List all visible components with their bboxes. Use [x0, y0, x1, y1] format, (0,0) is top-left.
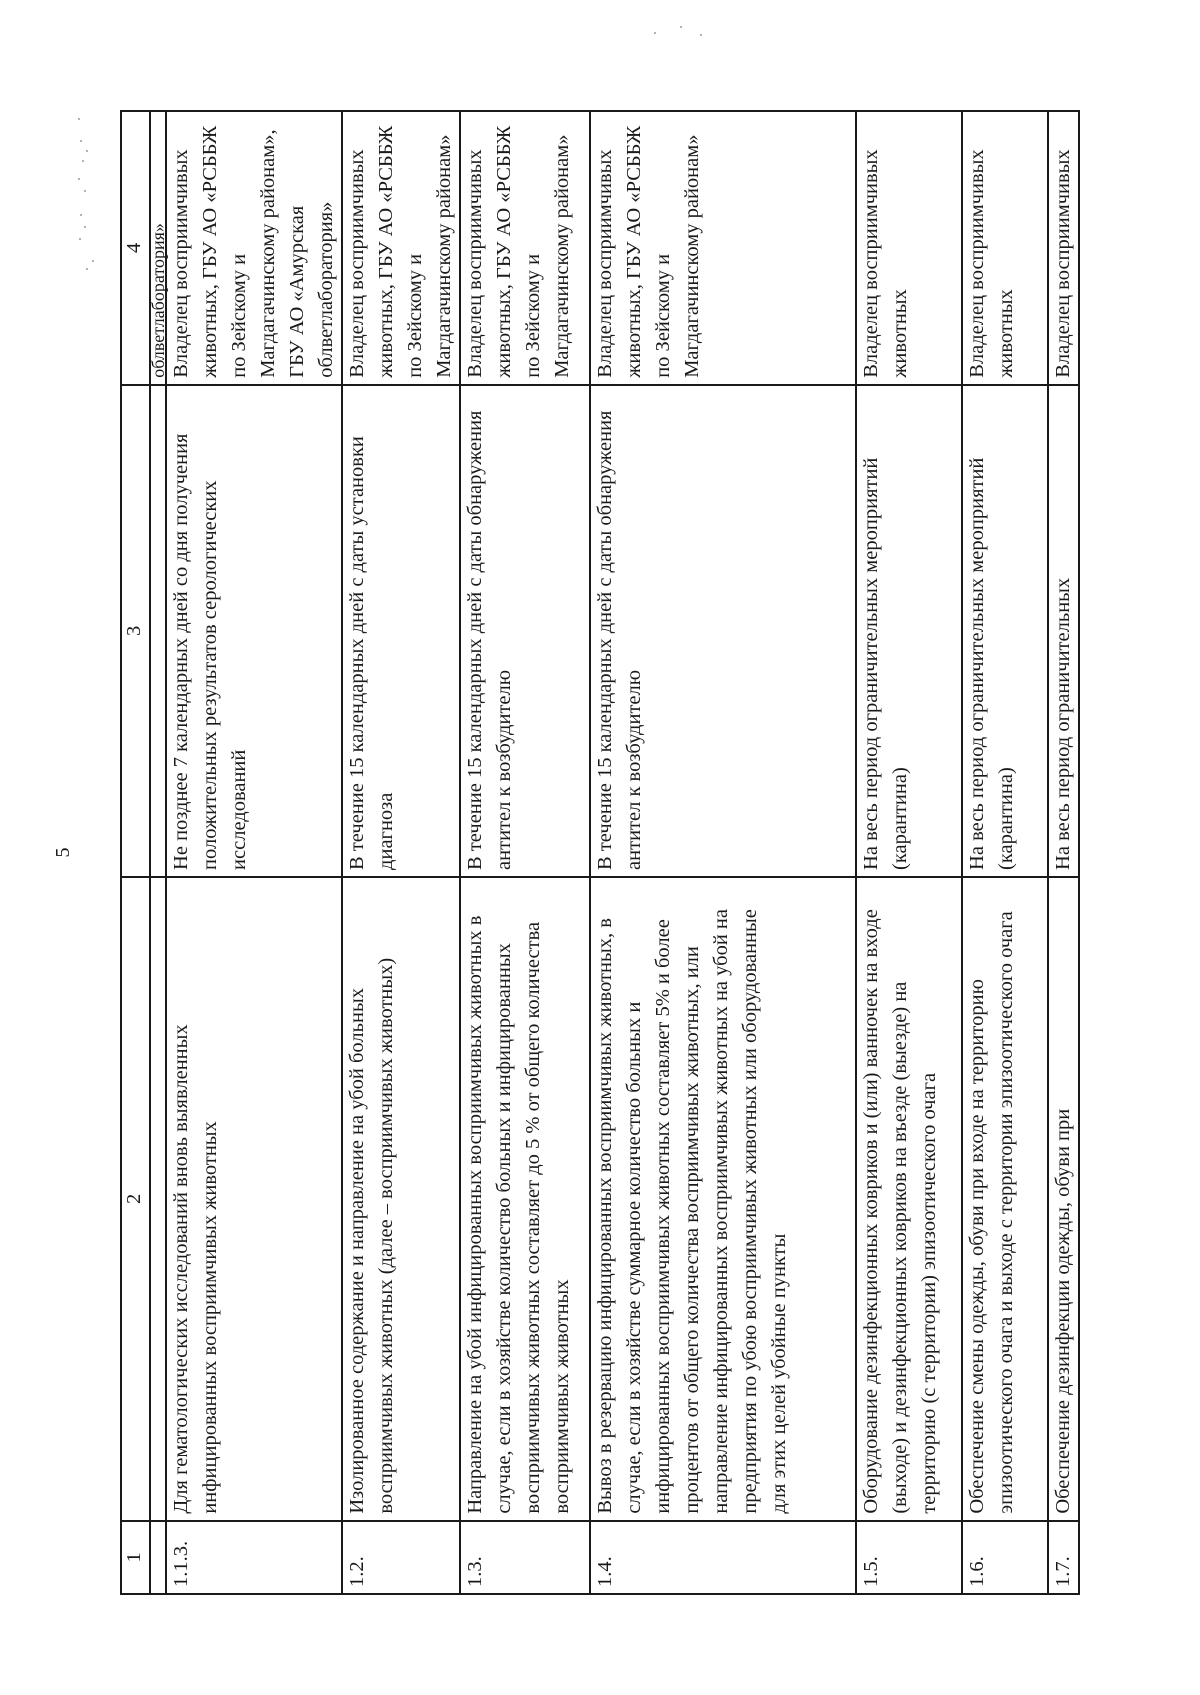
- responsible-cell: Владелец восприимчивых животных: [856, 111, 962, 385]
- term-cell: В течение 15 календарных дней с даты обнаружения антител к возбудителю: [590, 385, 856, 877]
- page-number: 5: [52, 847, 74, 858]
- table-header-row: [121, 111, 150, 1594]
- row-number: 1.1.3.: [166, 1521, 342, 1594]
- row-number: 1.5.: [856, 1521, 962, 1594]
- measure-cell: Направление на убой инфицированных восприимчивых животных в случае, если в хозяйстве количество больных и инфицированных восприимчивых животных составляет до 5 % от общего количества восприимчивых животных: [460, 877, 590, 1521]
- term-cell: В течение 15 календарных дней с даты обнаружения антител к возбудителю: [460, 385, 590, 877]
- table-row: [460, 111, 590, 1594]
- responsible-cell: Владелец восприимчивых животных, ГБУ АО «РСББЖ по Зейскому и Магдагачинскому районам»: [460, 111, 590, 385]
- responsible-cell: Владелец восприимчивых животных, ГБУ АО «РСББЖ по Зейскому и Магдагачинскому районам», ГБУ АО «Амурская облветлаборатория»: [166, 111, 342, 385]
- responsible-cell: Владелец восприимчивых: [1048, 111, 1079, 385]
- table-row: [590, 111, 856, 1594]
- table-row: [1048, 111, 1079, 1594]
- responsible-cell: Владелец восприимчивых животных: [962, 111, 1048, 385]
- measure-cell: Обеспечение дезинфекции одежды, обуви при: [1048, 877, 1079, 1521]
- row-number: 1.4.: [590, 1521, 856, 1594]
- responsible-cell: Владелец восприимчивых животных, ГБУ АО «РСББЖ по Зейскому и Магдагачинскому районам»: [590, 111, 856, 385]
- term-cell: В течение 15 календарных дней с даты установки диагноза: [342, 385, 460, 877]
- measure-cell: Оборудование дезинфекционных ковриков и (или) ванночек на входе (выходе) и дезинфекционных ковриков на въезде (выезде) на территорию (с территории) эпизоотического очага: [856, 877, 962, 1521]
- term-cell: На весь период ограничительных мероприятий (карантина): [856, 385, 962, 877]
- table-row: [962, 111, 1048, 1594]
- row-number: 1.2.: [342, 1521, 460, 1594]
- measures-table: [120, 110, 1080, 1595]
- row-number: 1.7.: [1048, 1521, 1079, 1594]
- measure-cell: Вывоз в резервацию инфицированных восприимчивых животных, в случае, если в хозяйстве суммарное количество больных и инфицированных восприимчивых животных составляет 5% и более процентов от общего количества восприимчивых животных, или направление инфицированных восприимчивых животных на убой на предприятия по убою восприимчивых животных или оборудованные для этих целей убойные пункты: [590, 877, 856, 1521]
- table-row: [166, 111, 342, 1594]
- header-col-4: 4: [121, 111, 150, 385]
- row-number: 1.3.: [460, 1521, 590, 1594]
- term-cell: На весь период ограничительных: [1048, 385, 1079, 877]
- header-col-3: 3: [121, 385, 150, 877]
- header-col-2: 2: [121, 877, 150, 1521]
- measure-cell: Изолированное содержание и направление на убой больных восприимчивых животных (далее – восприимчивых животных): [342, 877, 460, 1521]
- continuation-cell: облветлаборатория»: [150, 111, 166, 385]
- term-cell: На весь период ограничительных мероприятий (карантина): [962, 385, 1048, 877]
- table-row: [856, 111, 962, 1594]
- header-col-1: 1: [121, 1521, 150, 1594]
- row-number: 1.6.: [962, 1521, 1048, 1594]
- rotated-page: [52, 110, 1074, 1595]
- term-cell: Не позднее 7 календарных дней со дня получения положительных результатов серологических исследований: [166, 385, 342, 877]
- table-row: [342, 111, 460, 1594]
- continuation-row: [150, 111, 166, 1594]
- measure-cell: Обеспечение смены одежды, обуви при входе на территорию эпизоотического очага и выходе с территории эпизоотического очага: [962, 877, 1048, 1521]
- measure-cell: Для гематологических исследований вновь выявленных инфицированных восприимчивых животных: [166, 877, 342, 1521]
- responsible-cell: Владелец восприимчивых животных, ГБУ АО «РСББЖ по Зейскому и Магдагачинскому районам»: [342, 111, 460, 385]
